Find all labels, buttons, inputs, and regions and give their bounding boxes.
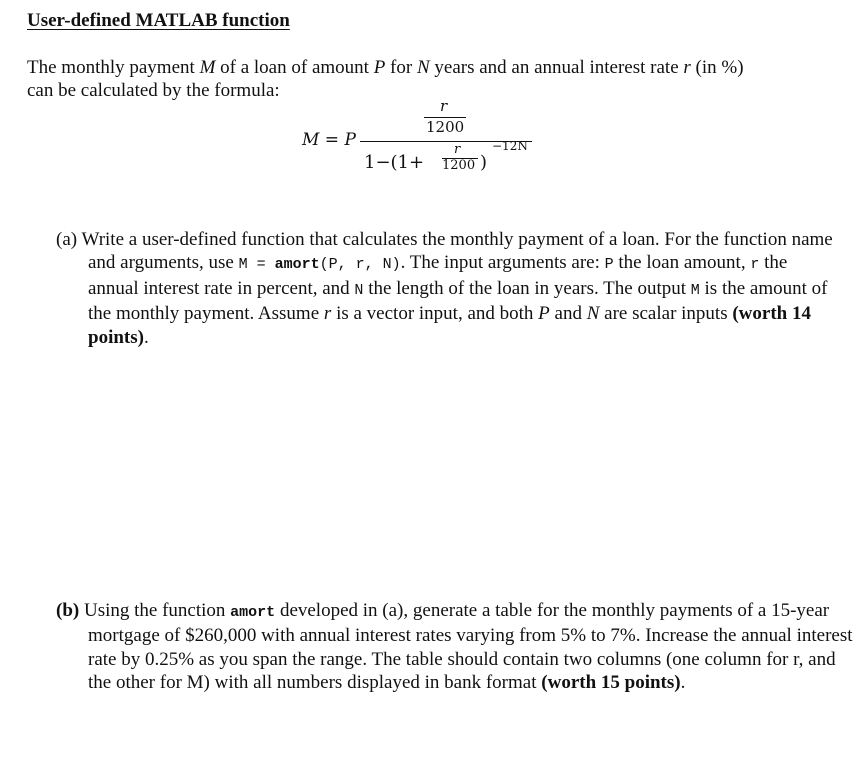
part-a-text: are scalar inputs [599, 303, 733, 325]
denominator-r: r [454, 142, 461, 157]
part-b-paragraph [56, 599, 858, 695]
denominator-suffix: ) [480, 152, 488, 173]
var-n: N [586, 303, 600, 325]
var-n: N [416, 57, 430, 78]
part-a-worth: (worth 14 points) [88, 303, 811, 348]
part-a-text: the length of the loan in years. The output [363, 277, 691, 299]
var-r: r [683, 57, 691, 78]
var-p: P [373, 57, 386, 78]
code-arguments: (P, r, N) [319, 256, 401, 274]
part-a-text: is a vector input, and both [331, 303, 539, 325]
part-a-end: . [143, 326, 149, 348]
part-b-worth: (worth 15 points) [541, 672, 681, 694]
var-p: P [538, 303, 550, 325]
intro-text: The monthly payment [27, 57, 200, 78]
numerator-1200: 1200 [426, 118, 465, 136]
code-output: M = [238, 256, 275, 274]
part-b-end: . [680, 672, 686, 694]
part-a-text: the loan amount, [613, 252, 751, 274]
part-a-text: . The input arguments are: [400, 252, 605, 274]
part-a-text: is the amount of the monthly payment. Assume [88, 277, 828, 325]
part-a-text: Write a user-defined function that calculates the monthly payment of a loan. For the function name and arguments, use [81, 229, 833, 274]
var-m: M [199, 57, 216, 78]
part-a-text: the annual interest rate in percent, and [88, 252, 788, 299]
numerator-r: r [440, 97, 448, 115]
payment-formula [296, 94, 556, 194]
intro-text: years and an annual interest rate [429, 57, 684, 78]
intro-text: (in %) [690, 57, 744, 78]
intro-text: for [385, 57, 417, 78]
code-m: M [690, 281, 700, 299]
code-n: N [354, 281, 364, 299]
exponent: −12N [492, 139, 528, 153]
intro-text: of a loan of amount [215, 57, 374, 78]
code-function-name: amort [274, 256, 320, 274]
formula-lhs: M = P [302, 130, 356, 150]
code-r: r [750, 256, 760, 274]
part-a-label: (a) [56, 229, 78, 250]
code-p: P [604, 256, 614, 274]
part-b-label: (b) [56, 600, 80, 621]
denominator-1200: 1200 [442, 158, 476, 173]
code-function-name: amort [230, 604, 276, 621]
var-r: r [323, 303, 332, 325]
part-b-text: Using the function [83, 600, 231, 621]
part-a-paragraph [56, 228, 838, 349]
part-b-text: developed in (a), generate a table for the monthly payments of a 15-year mortgage of $260,000 with annual interest rates varying from 5% to 7%. Increase the annual interest rate by 0.25% as you span the range. The table should contain two columns (one column for r, and the other for M) with all numbers displayed in bank format [88, 600, 853, 694]
intro-text: can be calculated by the formula: [27, 80, 280, 101]
denominator-prefix: 1−(1+ [364, 152, 425, 173]
document-title: User-defined MATLAB function [27, 10, 290, 31]
part-a-text: and [549, 303, 587, 325]
